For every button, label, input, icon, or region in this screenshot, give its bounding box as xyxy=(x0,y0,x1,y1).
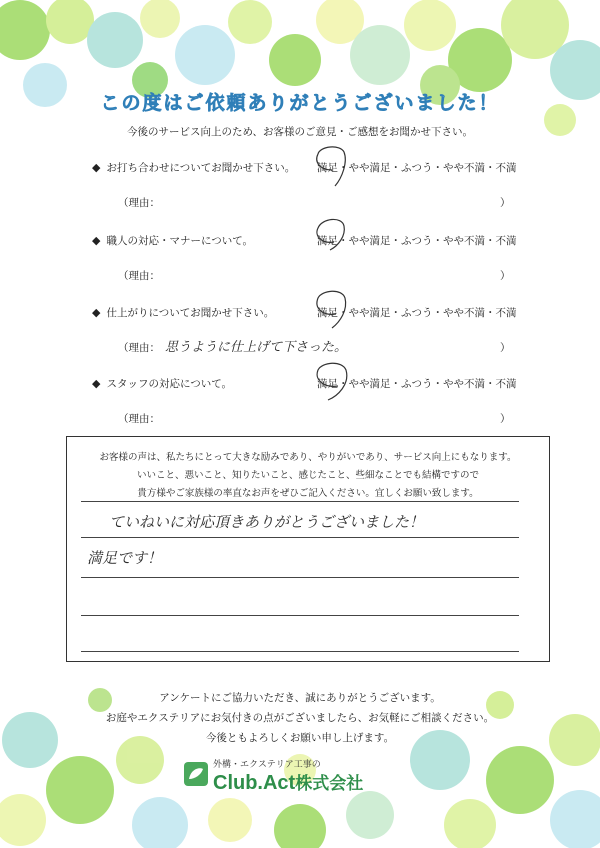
voice-intro-line-3: 貴方様やご家族様の率直なお声をぜひご記入ください。宜しくお願い致します。 xyxy=(137,488,479,499)
writing-line xyxy=(81,651,519,652)
question-2-label: 職人の対応・マナーについて。 xyxy=(106,235,254,247)
customer-voice-box xyxy=(66,436,550,662)
answer-circle-q1 xyxy=(317,147,346,186)
page-subtitle: 今後のサービス向上のため、お客様のご意見・ご感想をお聞かせ下さい。 xyxy=(126,126,474,138)
question-1-label: お打ち合わせについてお聞かせ下さい。 xyxy=(106,162,296,174)
leaf-logo-icon xyxy=(183,761,209,787)
question-2-rating-scale[interactable]: 満足・やや満足・ふつう・やや不満・不満 xyxy=(317,235,517,247)
diamond-bullet-icon: ◆ xyxy=(92,234,101,247)
answer-circle-q4 xyxy=(317,363,347,400)
question-3-reason-close: ） xyxy=(500,342,511,354)
company-logo xyxy=(183,755,423,795)
voice-intro-line-1: お客様の声は、私たちにとって大きな励みであり、やりがいであり、サービス向上にもなります。 xyxy=(99,452,517,463)
question-4-label: スタッフの対応について。 xyxy=(106,378,233,390)
question-4-rating-scale[interactable]: 満足・やや満足・ふつう・やや不満・不満 xyxy=(317,378,517,390)
writing-line xyxy=(81,501,519,502)
question-4-reason-close: ） xyxy=(500,413,511,425)
writing-line xyxy=(81,615,519,616)
writing-line xyxy=(81,537,519,538)
answer-circle-q2 xyxy=(317,219,344,250)
logo-brand: Club.Act xyxy=(213,772,296,794)
question-2-reason-close: ） xyxy=(500,270,511,282)
answer-circle-q3 xyxy=(317,291,346,328)
voice-handwritten-line-1[interactable]: ていねいに対応頂きありがとうございました！ xyxy=(109,513,425,531)
footer-line-3: 今後ともよろしくお願い申し上げます。 xyxy=(205,732,395,744)
footer-line-2: お庭やエクステリアにお気付きの点がございましたら、お気軽にご相談ください。 xyxy=(105,712,495,724)
question-1-rating-scale[interactable]: 満足・やや満足・ふつう・やや不満・不満 xyxy=(317,162,517,174)
voice-intro-line-2: いいこと、悪いこと、知りたいこと、感じたこと、些細なことでも結構ですので xyxy=(136,470,479,481)
logo-tagline: 外構・エクステリア工事の xyxy=(213,760,321,770)
writing-line xyxy=(81,577,519,578)
diamond-bullet-icon: ◆ xyxy=(92,306,101,319)
question-1-reason-close: ） xyxy=(500,197,511,209)
diamond-bullet-icon: ◆ xyxy=(92,377,101,390)
question-3-rating-scale[interactable]: 満足・やや満足・ふつう・やや不満・不満 xyxy=(317,307,517,319)
question-3-reason-label: （理由： xyxy=(118,342,160,354)
question-3-reason-handwritten[interactable]: 思うように仕上げて下さった。 xyxy=(165,340,348,355)
diamond-bullet-icon: ◆ xyxy=(92,161,101,174)
question-4-reason-label: （理由： xyxy=(118,413,160,425)
page-title: この度はご依頼ありがとうございました！ xyxy=(100,92,500,114)
logo-name xyxy=(213,769,363,795)
logo-company-suffix: 株式会社 xyxy=(295,774,364,793)
voice-handwritten-line-2[interactable]: 満足です！ xyxy=(87,549,163,567)
question-2-reason-label: （理由： xyxy=(118,270,160,282)
question-1-reason-label: （理由： xyxy=(118,197,160,209)
footer-line-1: アンケートにご協力いただき、誠にありがとうございます。 xyxy=(159,692,441,704)
question-3-label: 仕上がりについてお聞かせ下さい。 xyxy=(106,307,275,319)
